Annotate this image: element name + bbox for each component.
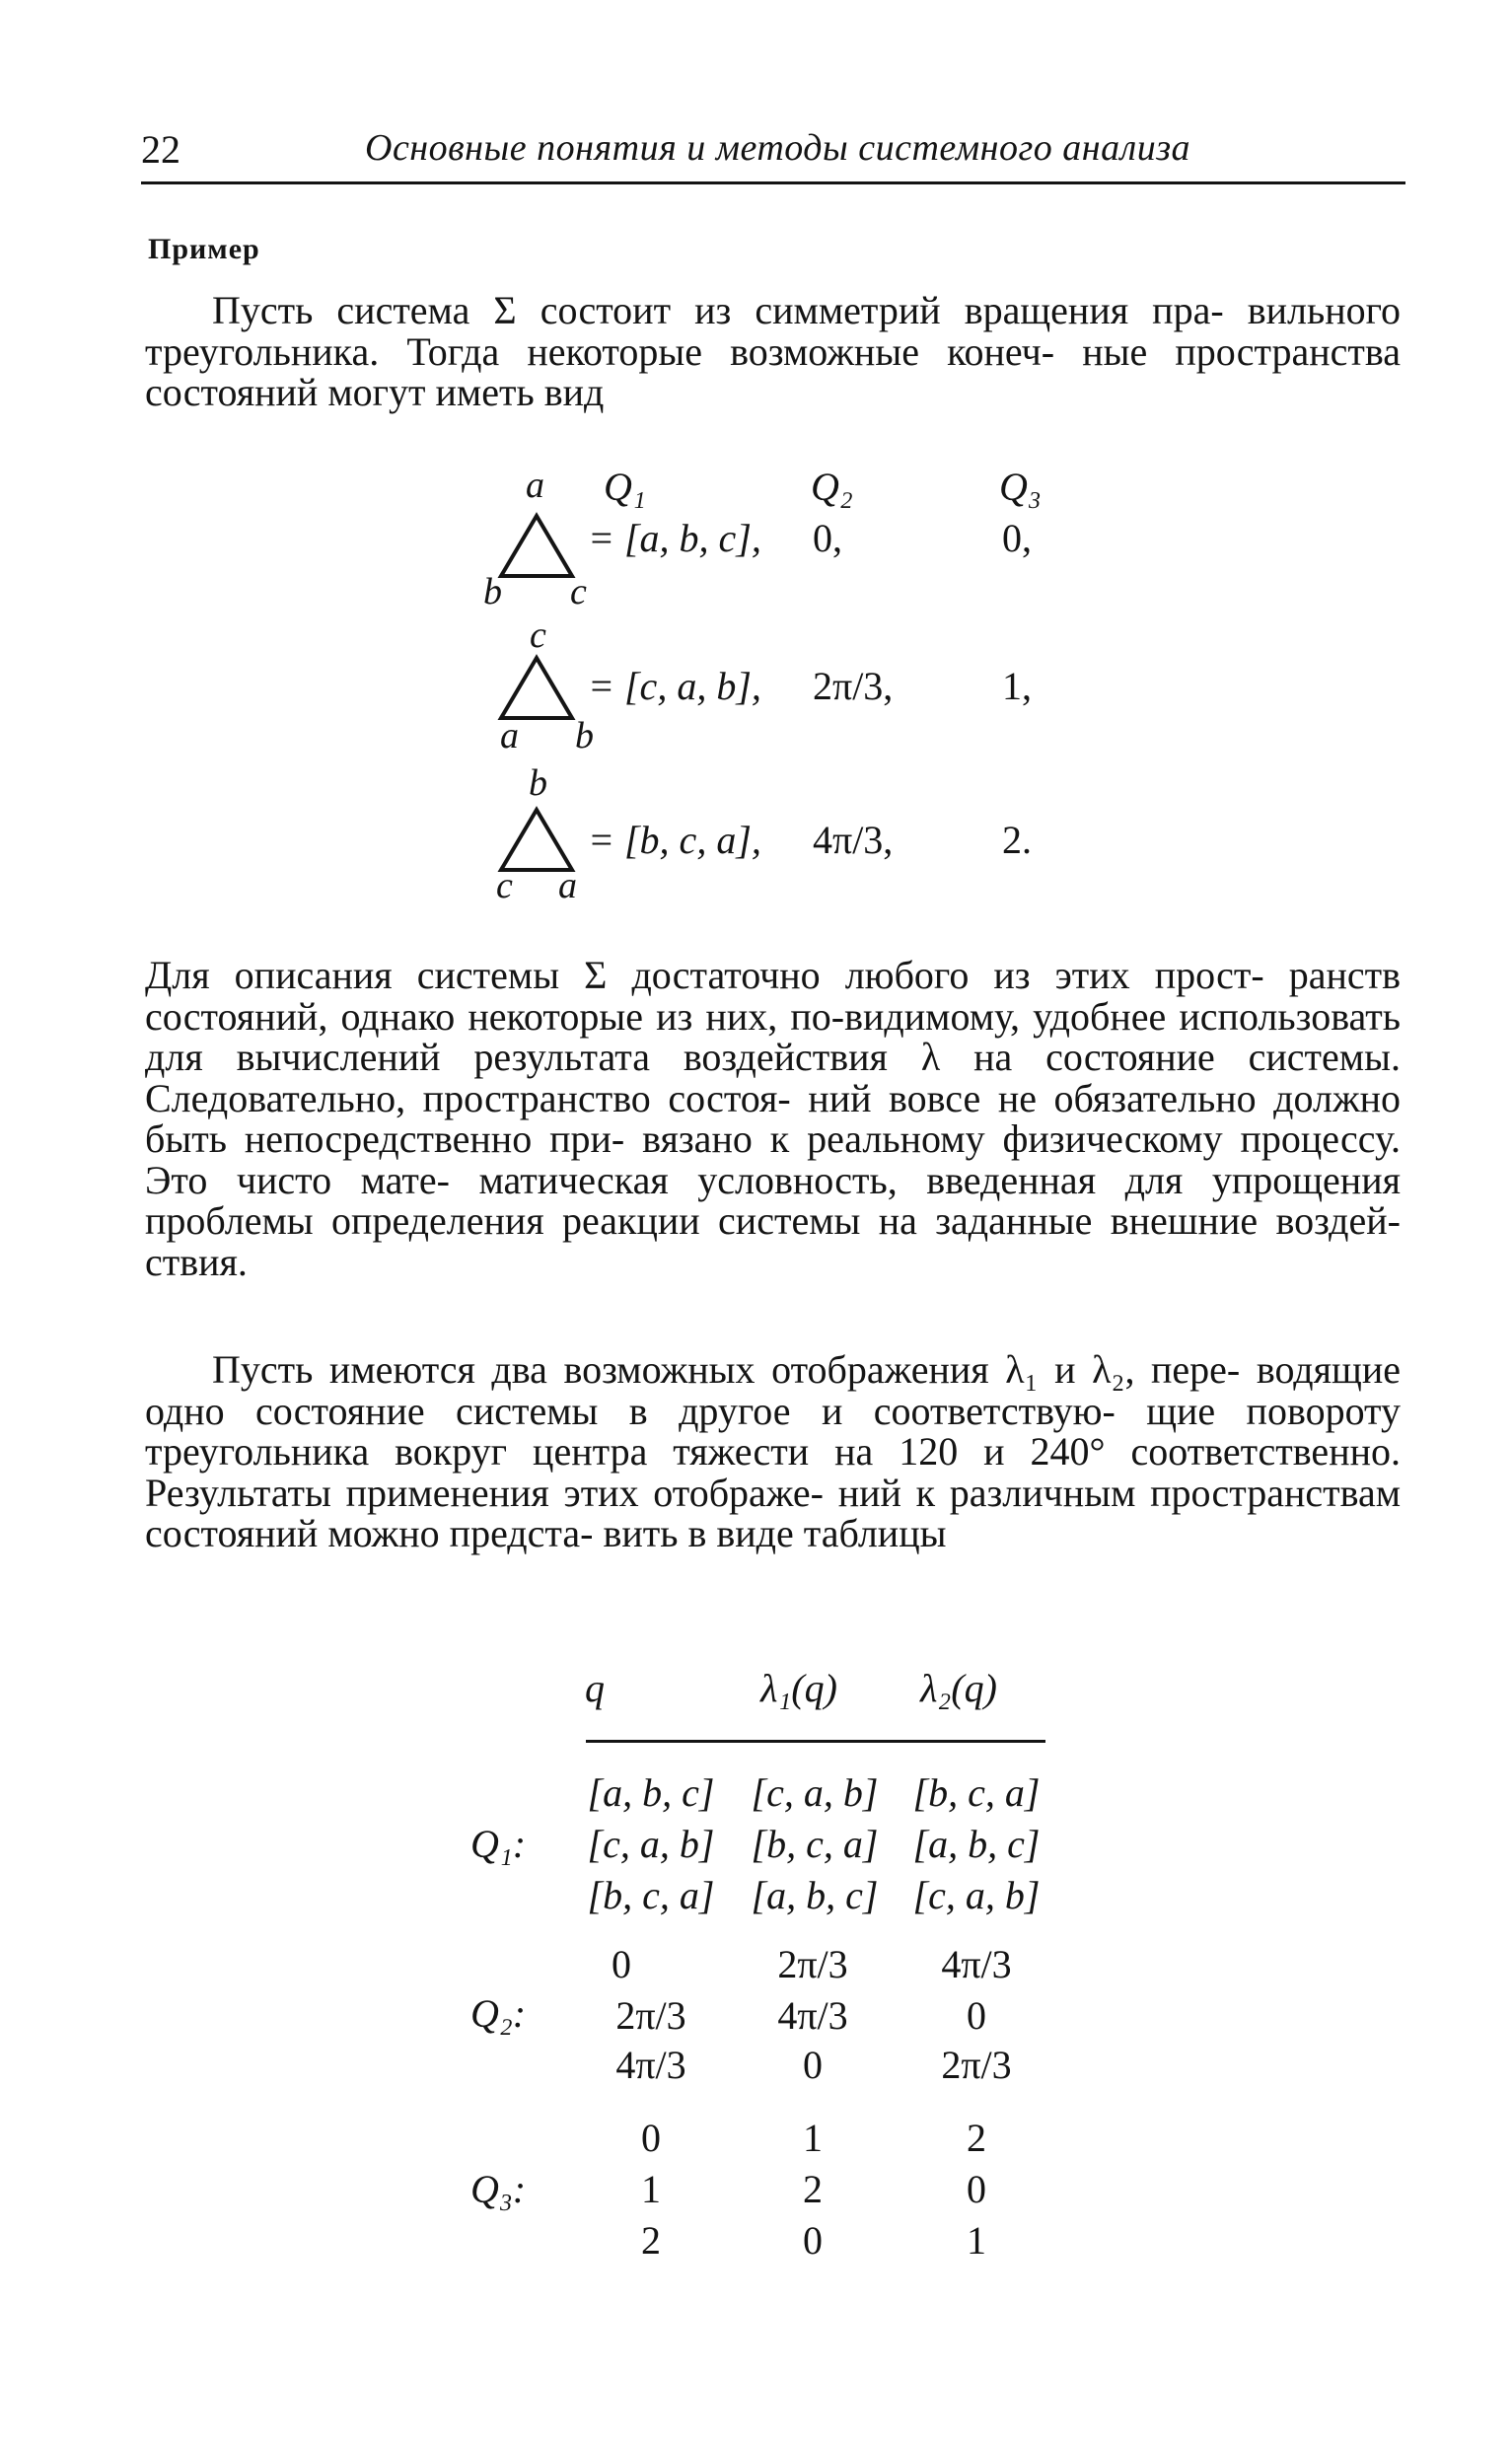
table-cell: 0 <box>641 2116 661 2160</box>
triangle-1-top: a <box>526 465 544 506</box>
p2-line-2: ранств состояний, однако некоторые из них, по-видимому, <box>145 953 1401 1039</box>
p3-line-4: 240° соответственно. Результаты применения этих отображе- <box>145 1429 1401 1515</box>
table-cell: [b, c, a] <box>912 1770 1041 1815</box>
example-row-2-q3: 1, <box>1002 664 1032 708</box>
paragraph-1 <box>145 290 1401 413</box>
example-row-2-q1: = [c, a, b], <box>588 664 761 708</box>
table-cell: 2π/3 <box>941 2043 1012 2087</box>
table-cell: 2π/3 <box>615 1993 686 2038</box>
p2-line-9: ствия. <box>145 1239 248 1284</box>
paragraph-1-text <box>145 290 1401 413</box>
page-number: 22 <box>141 127 180 172</box>
table-header-lambda2: λ₂(q) <box>920 1666 997 1710</box>
table-group-q3-label: Q₃: <box>470 2167 527 2211</box>
triangle-3-bottom-right: a <box>558 865 577 906</box>
example-row-1-q2: 0, <box>813 516 842 560</box>
example-row-3-q3: 2. <box>1002 818 1032 862</box>
table-cell: 4π/3 <box>615 2043 686 2087</box>
triangle-2-top: c <box>530 614 546 656</box>
table-cell: 1 <box>803 2116 823 2160</box>
table-cell: 4π/3 <box>941 1942 1012 1986</box>
table-cell: [c, a, b] <box>912 1873 1041 1917</box>
table-cell: 1 <box>641 2167 661 2211</box>
table-cell: [a, b, c] <box>587 1770 715 1815</box>
p3-line-1: Пусть имеются два возможных отображения λ₁ и λ₂, пере- <box>212 1347 1241 1392</box>
table-cell: [c, a, b] <box>751 1770 879 1815</box>
paragraph-3-text <box>145 1349 1401 1554</box>
p2-line-8: определения реакции системы на заданные внешние воздей- <box>331 1198 1401 1243</box>
p2-line-6: вязано к реальному физическому процессу. Это чисто мате- <box>145 1116 1402 1202</box>
paragraph-2 <box>145 955 1401 1282</box>
example-row-3-q2: 4π/3, <box>813 818 894 862</box>
triangle-1-icon <box>497 513 576 582</box>
section-heading: Пример <box>148 233 260 265</box>
table-cell: 4π/3 <box>777 1993 848 2038</box>
table-cell: [a, b, c] <box>751 1873 879 1917</box>
triangle-1-bottom-left: b <box>483 571 502 612</box>
table-cell: 1 <box>967 2218 986 2263</box>
table-cell: 0 <box>967 1993 986 2038</box>
p3-line-5: ний к различным пространствам состояний можно предста- <box>145 1470 1402 1555</box>
paragraph-3 <box>145 1349 1401 1554</box>
paragraph-2-text <box>145 955 1401 1282</box>
p3-line-6: вить в виде таблицы <box>603 1511 947 1555</box>
header-rule <box>141 181 1405 184</box>
table-cell: [b, c, a] <box>751 1822 879 1866</box>
example-row-1-q1: = [a, b, c], <box>588 516 761 560</box>
triangle-3-bottom-left: c <box>496 865 513 906</box>
table-cell: 2 <box>803 2167 823 2211</box>
table-header-rule <box>586 1740 1045 1743</box>
table-cell: 2π/3 <box>777 1942 848 1986</box>
table-cell: 2 <box>641 2218 661 2263</box>
table-cell: 0 <box>967 2167 986 2211</box>
table-cell: [a, b, c] <box>912 1822 1041 1866</box>
example-head-q3: Q₃ <box>999 465 1042 509</box>
p2-line-5: ний вовсе не обязательно должно быть непосредственно при- <box>145 1075 1401 1161</box>
table-cell: [c, a, b] <box>587 1822 715 1866</box>
p2-line-1: Для описания системы Σ достаточно любого из этих прост- <box>145 953 1264 997</box>
p1-line-2: вильного треугольника. Тогда некоторые возможные конеч- <box>145 288 1402 374</box>
table-group-q1-label: Q₁: <box>470 1822 527 1866</box>
triangle-2-bottom-left: a <box>500 715 519 756</box>
p2-line-3: удобнее использовать для вычислений результата воздействия <box>145 993 1401 1079</box>
table-header-lambda1: λ₁(q) <box>760 1666 837 1710</box>
p1-line-3: ные пространства состояний могут иметь вид <box>145 328 1402 414</box>
triangle-2-bottom-right: b <box>575 715 594 756</box>
p2-line-4: λ на состояние системы. Следовательно, пространство состоя- <box>145 1035 1401 1120</box>
example-head-q2: Q₂ <box>811 465 853 509</box>
example-row-2-q2: 2π/3, <box>813 664 894 708</box>
example-row-1-q3: 0, <box>1002 516 1032 560</box>
triangle-3-top: b <box>529 762 547 804</box>
table-cell: 0 <box>803 2218 823 2263</box>
p3-line-2: водящие одно состояние системы в другое и соответствую- <box>145 1347 1401 1433</box>
table-cell: 2 <box>967 2116 986 2160</box>
table-cell: 0 <box>612 1942 631 1986</box>
example-head-q1: Q₁ <box>604 465 646 509</box>
p2-line-7: матическая условность, введенная для упрощения проблемы <box>145 1157 1402 1243</box>
triangle-1-bottom-right: c <box>570 571 587 612</box>
example-row-3-q1: = [b, c, a], <box>588 818 761 862</box>
running-title: Основные понятия и методы системного анализа <box>365 127 1191 169</box>
table-cell: 0 <box>803 2043 823 2087</box>
p3-line-3: щие повороту треугольника вокруг центра тяжести на 120 и <box>145 1388 1402 1474</box>
table-header-q: q <box>585 1666 605 1710</box>
table-group-q2-label: Q₂: <box>470 1991 527 2036</box>
p1-line-1: Пусть система Σ состоит из симметрий вращения пра- <box>212 288 1224 332</box>
table-cell: [b, c, a] <box>587 1873 715 1917</box>
